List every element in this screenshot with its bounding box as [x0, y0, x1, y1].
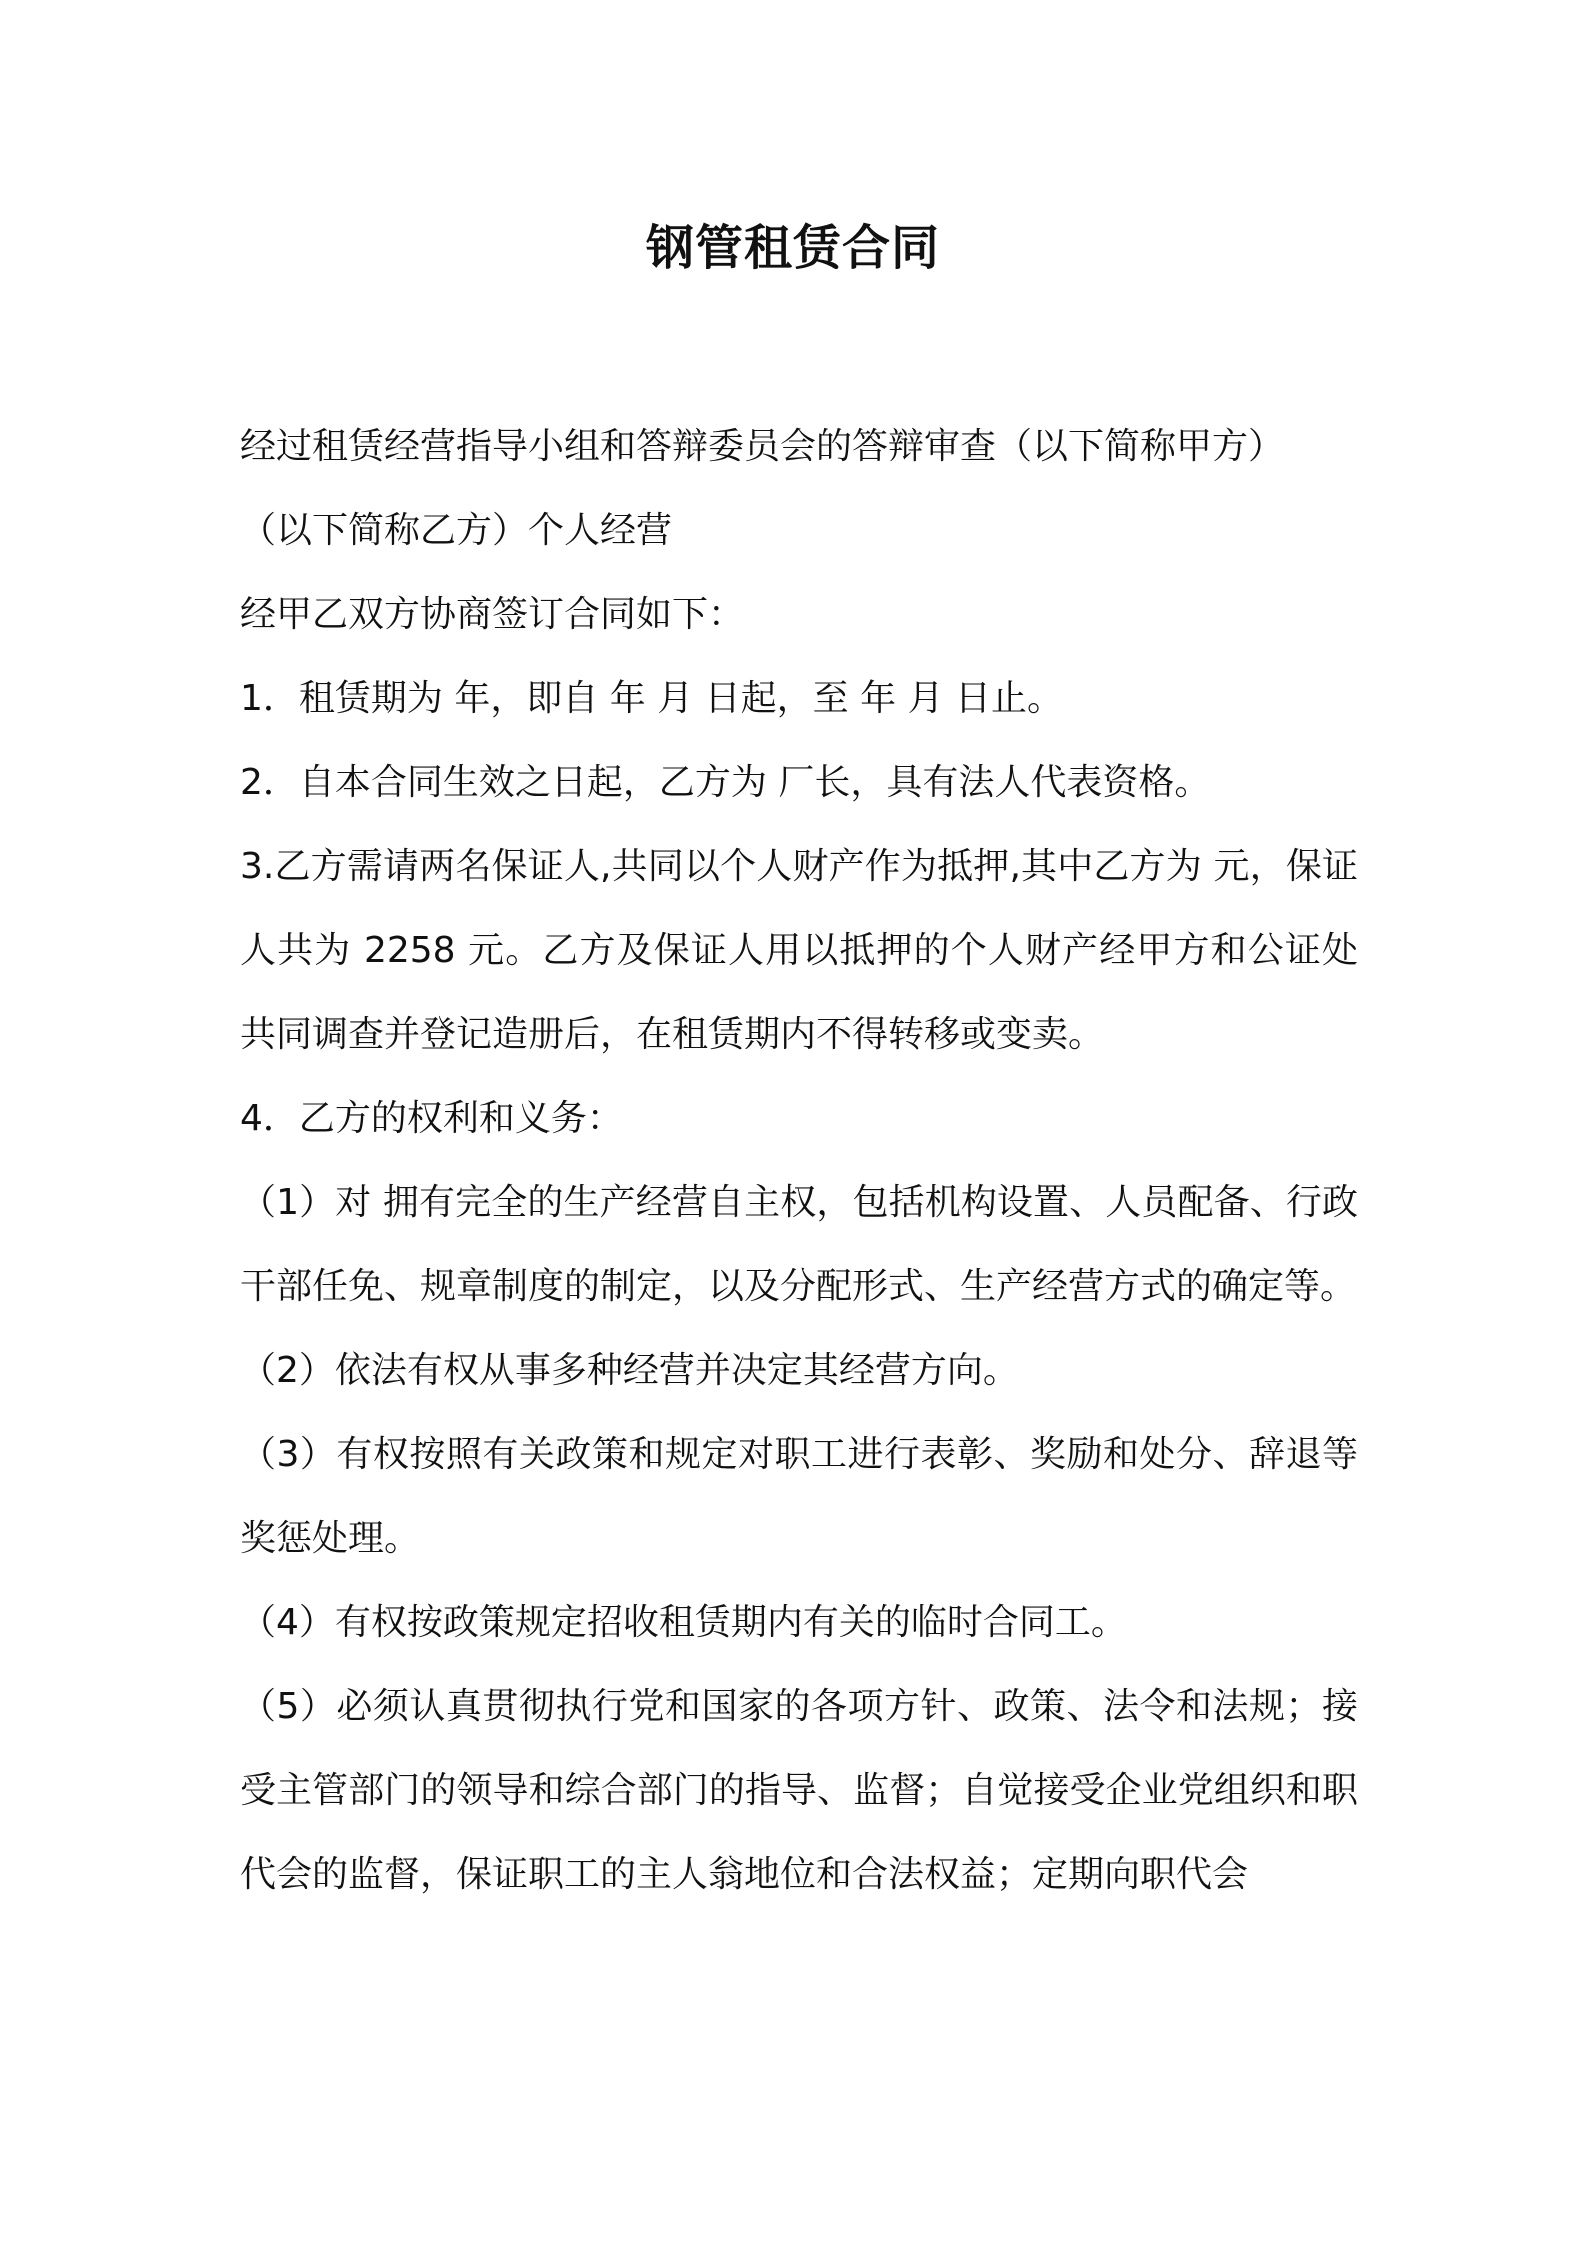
document-title: 钢管租赁合同 [645, 220, 940, 276]
paragraph-intro: 经过租赁经营指导小组和答辩委员会的答辩审查（以下简称甲方） [240, 426, 1285, 467]
clause-4-rights-duties: 4．乙方的权利和义务： [240, 1098, 623, 1139]
clause-1-lease-term: 1．租赁期为 年，即自 年 月 日起，至 年 月 日止。 [240, 678, 1064, 719]
clause-4-item-1: （1）对 拥有完全的生产经营自主权，包括机构设置、人员配备、行政干部任免、规章制度的制定，以及分配形式、生产经营方式的确定等。 [240, 1182, 1358, 1307]
paragraph-agreement: 经甲乙双方协商签订合同如下： [240, 594, 745, 635]
clause-3-guarantors: 3.乙方需请两名保证人,共同以个人财产作为抵押,其中乙方为 元，保证人共为 2258 元。乙方及保证人用以抵押的个人财产经甲方和公证处共同调查并登记造册后，在租赁期内不得转移或变卖。 [240, 846, 1358, 1055]
clause-4-item-3: （3）有权按照有关政策和规定对职工进行表彰、奖励和处分、辞退等奖惩处理。 [240, 1434, 1358, 1559]
clause-4-item-5: （5）必须认真贯彻执行党和国家的各项方针、政策、法令和法规；接受主管部门的领导和综合部门的指导、监督；自觉接受企业党组织和职代会的监督，保证职工的主人翁地位和合法权益；定期向职代会 [240, 1686, 1358, 1895]
clause-4-item-2: （2）依法有权从事多种经营并决定其经营方向。 [240, 1350, 1019, 1391]
document-body [240, 405, 1358, 1917]
clause-4-item-4: （4）有权按政策规定招收租赁期内有关的临时合同工。 [240, 1602, 1127, 1643]
clause-2-legal-representative: 2．自本合同生效之日起，乙方为 厂长，具有法人代表资格。 [240, 762, 1211, 803]
paragraph-party-b: （以下简称乙方）个人经营 [240, 510, 673, 551]
